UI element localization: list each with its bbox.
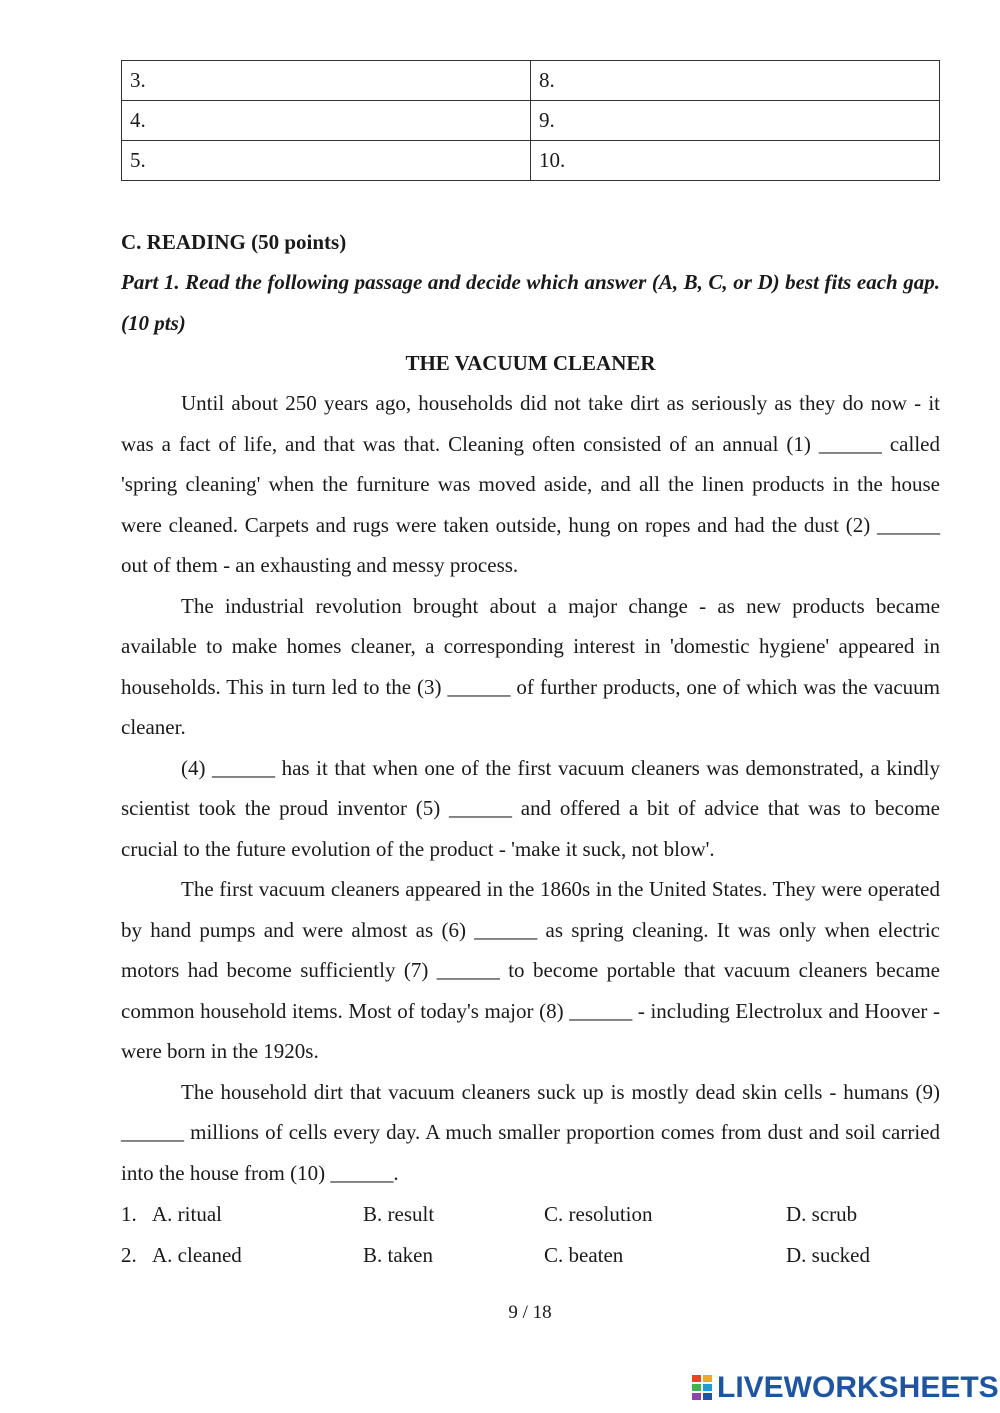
option-d[interactable]: D. scrub — [786, 1202, 858, 1226]
answer-table — [121, 60, 940, 181]
passage-paragraph: Until about 250 years ago, households did not take dirt as seriously as they do now - it was a fact of life, and that was that. Cleaning often consisted of an annual (1) ______ called 'spring cleaning' when the furniture was moved aside, and all the linen products in the house were cleaned. Carpets and rugs were taken outside, hung on ropes and had the dust (2) ______ out of them - an exhausting and messy process. — [121, 391, 940, 577]
option-c[interactable]: C. beaten — [544, 1242, 624, 1267]
answer-options — [121, 1194, 940, 1275]
reading-passage — [121, 383, 940, 1193]
table-row — [122, 61, 940, 101]
option-a[interactable]: A. cleaned — [152, 1242, 242, 1267]
option-b[interactable]: B. result — [363, 1202, 435, 1226]
answer-cell: 4. — [122, 101, 531, 141]
table-row — [122, 141, 940, 181]
liveworksheets-logo — [692, 1371, 999, 1405]
option-c[interactable]: C. resolution — [544, 1202, 653, 1226]
passage-paragraph: The household dirt that vacuum cleaners suck up is mostly dead skin cells - humans (9) ______ millions of cells every day. A much smaller proportion comes from dust and soil carried into the house from (10) ______. — [121, 1079, 940, 1185]
passage-paragraph: The first vacuum cleaners appeared in the 1860s in the United States. They were operated by hand pumps and were almost as (6) ______ as spring cleaning. It was only when electric motors had become sufficiently (7) ______ to become portable that vacuum cleaners became common household items. Most of today's major (8) ______ - including Electrolux and Hoover - were born in the 1920s. — [121, 877, 940, 1063]
passage-title: THE VACUUM CLEANER — [405, 351, 656, 375]
answer-cell: 8. — [531, 61, 940, 101]
passage-paragraph: The industrial revolution brought about a major change - as new products became available to make homes cleaner, a corresponding interest in 'domestic hygiene' appeared in households. This in turn led to the (3) ______ of further products, one of which was the vacuum cleaner. — [121, 593, 940, 739]
question-number: 2. — [121, 1242, 137, 1267]
answer-cell: 3. — [122, 61, 531, 101]
brand-name: LIVEWORKSHEETS — [717, 1371, 999, 1404]
option-a[interactable]: A. ritual — [152, 1202, 222, 1226]
section-title: C. READING (50 points) — [121, 230, 347, 254]
answer-cell: 5. — [122, 141, 531, 181]
table-row — [122, 101, 940, 141]
passage-paragraph: (4) ______ has it that when one of the first vacuum cleaners was demonstrated, a kindly scientist took the proud inventor (5) ______ and offered a bit of advice that was to become crucial to the future evolution of the product - 'make it suck, not blow'. — [121, 755, 940, 861]
part-instructions: Part 1. Read the following passage and decide which answer (A, B, C, or D) best fits each gap. (10 pts) — [121, 270, 940, 335]
answer-cell: 10. — [531, 141, 940, 181]
option-d[interactable]: D. sucked — [786, 1242, 870, 1267]
question-row — [121, 1194, 940, 1235]
answer-cell: 9. — [531, 101, 940, 141]
question-row — [121, 1235, 940, 1276]
page-number: 9 / 18 — [508, 1302, 552, 1323]
option-b[interactable]: B. taken — [363, 1242, 433, 1267]
liveworksheets-icon — [692, 1373, 714, 1403]
question-number: 1. — [121, 1202, 137, 1226]
